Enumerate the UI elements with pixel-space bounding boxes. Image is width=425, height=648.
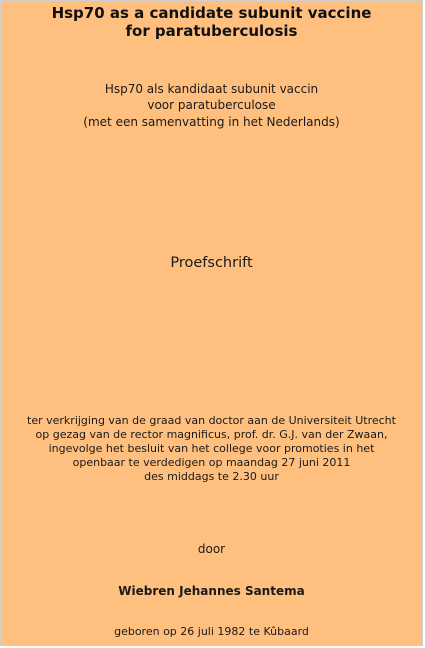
degree-text-line-3: ingevolge het besluit van het college voor promoties in het — [48, 442, 375, 455]
dutch-title-line-1: Hsp70 als kandidaat subunit vaccin — [104, 82, 319, 96]
dutch-title-line-2: voor paratuberculose — [147, 98, 276, 112]
door-label: door — [197, 542, 226, 556]
dutch-summary-note: (met een samenvatting in het Nederlands) — [83, 115, 340, 129]
english-title-line-2: for paratuberculosis — [125, 22, 298, 40]
birth-info: geboren op 26 juli 1982 te Kûbaard — [114, 625, 309, 638]
degree-text-line-4: openbaar te verdedigen op maandag 27 juni 2011 — [72, 456, 351, 469]
proefschrift-heading: Proefschrift — [170, 255, 253, 271]
degree-text-line-2: op gezag van de rector magnificus, prof. dr. G.J. van der Zwaan, — [35, 428, 388, 441]
english-title-line-1: Hsp70 as a candidate subunit vaccine — [51, 4, 372, 22]
degree-text-line-1: ter verkrijging van de graad van doctor aan de Universiteit Utrecht — [27, 414, 396, 427]
degree-text-line-5: des middags te 2.30 uur — [144, 470, 279, 483]
author-name: Wiebren Jehannes Santema — [118, 584, 305, 598]
